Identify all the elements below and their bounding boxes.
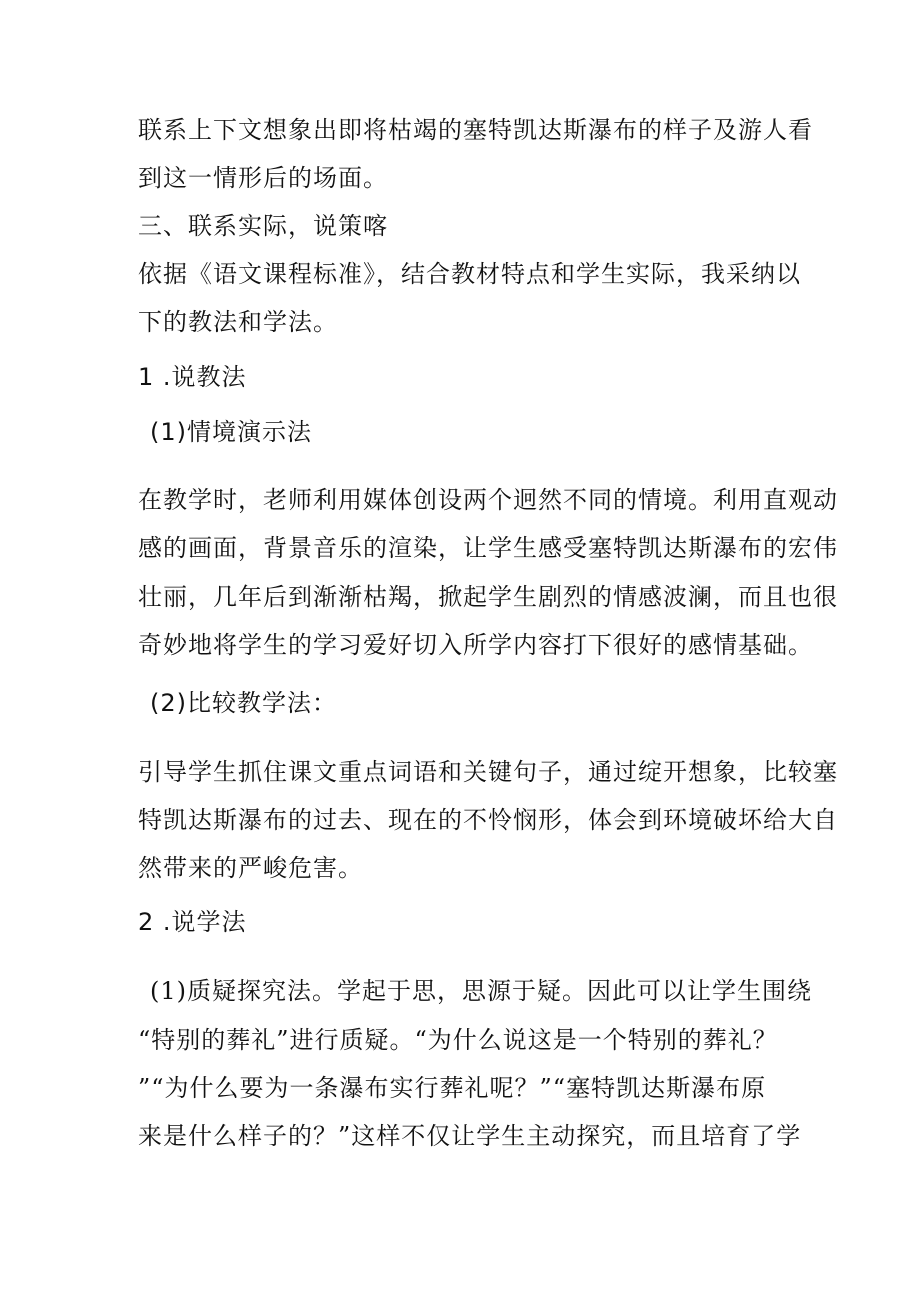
text-line: 下的教法和学法。 [138,308,338,336]
text-line: 到这一情形后的场面。 [138,164,388,192]
text-line: ”“为什么要为一条瀑布实行葬礼呢？”“塞特凯达斯瀑布原 [138,1074,767,1102]
item-heading: (1)情境演示法 [150,418,312,446]
text-line: 特凯达斯瀑布的过去、现在的不怜悯形，体会到环境破坏给大自 [138,806,838,834]
text-line: 引导学生抓住课文重点词语和关键句子，通过绽开想象，比较塞 [138,758,838,786]
item-heading: (2)比较教学法： [150,689,337,717]
text-line: 壮丽，几年后到渐渐枯羯，掀起学生剧烈的情感波澜，而且也很 [138,583,838,611]
text-line: 然带来的严峻危害。 [138,854,363,882]
section-heading: 三、联系实际，说策喀 [138,212,388,240]
text-line: 联系上下文想象出即将枯竭的塞特凯达斯瀑布的样子及游人看 [138,116,813,144]
text-line: (1)质疑探究法。学起于思，思源于疑。因此可以让学生围绕 [150,977,812,1005]
text-line: 来是什么样子的？”这样不仅让学生主动探究，而且培育了学 [138,1122,802,1150]
text-line: 奇妙地将学生的学习爱好切入所学内容打下很好的感情基础。 [138,631,813,659]
subsection-heading: 2 .说学法 [138,908,247,936]
subsection-heading: 1 .说教法 [138,363,247,391]
text-line: “特别的葬礼”进行质疑。“为什么说这是一个特别的葬礼？ [138,1026,778,1054]
text-line: 在教学时，老师利用媒体创设两个迥然不同的情境。利用直观动 [138,486,838,514]
text-line: 感的画面，背景音乐的渲染，让学生感受塞特凯达斯瀑布的宏伟 [138,534,838,562]
text-line: 依据《语文课程标准》，结合教材特点和学生实际，我采纳以 [138,260,801,288]
